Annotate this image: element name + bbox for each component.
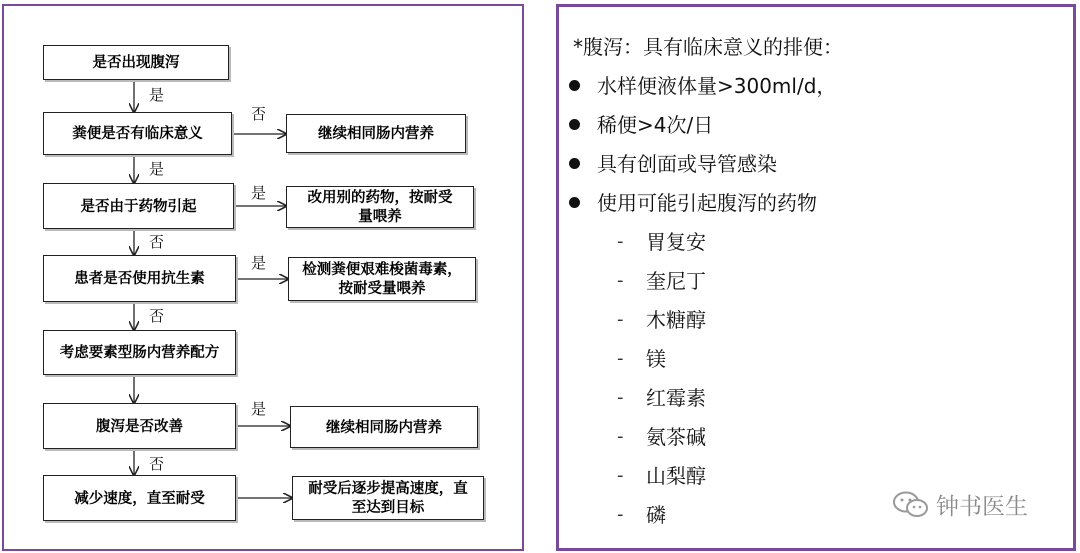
sub-list-dash: - [617,231,624,252]
drug-item: 镁 [646,347,666,371]
edge-label-yes: 是 [251,184,267,202]
edge-label-no: 否 [149,455,165,473]
sub-list-dash: - [617,504,624,525]
node-increase-rate: 耐受后逐步提高速度，直至达到目标 [292,476,484,520]
bullet-item: 稀便>4次/日 [597,113,714,137]
bullet-dot [569,197,580,208]
edge-label-no: 否 [149,233,165,251]
bullet-dot [569,119,580,130]
node-change-drug: 改用别的药物，按耐受量喂养 [286,186,474,228]
edge-label-no: 否 [149,307,165,325]
node-diarrhea-improved: 腹泻是否改善 [43,403,236,449]
node-reduce-rate: 减少速度，直至耐受 [43,475,236,521]
edge-label-yes: 是 [149,160,165,178]
edge-label-yes: 是 [149,86,165,104]
drug-item: 磷 [646,503,666,527]
node-start: 是否出现腹泻 [43,45,229,80]
sub-list-dash: - [617,348,624,369]
node-elemental-formula: 考虑要素型肠内营养配方 [43,330,236,375]
node-continue-nutrition-2: 继续相同肠内营养 [290,406,478,448]
edge-label-no: 否 [251,105,267,123]
sub-list-dash: - [617,270,624,291]
drug-item: 木糖醇 [646,308,706,332]
drug-item: 红霉素 [646,386,706,410]
bullet-item: 具有创面或导管感染 [597,152,777,176]
bullet-item: 使用可能引起腹泻的药物 [597,191,817,215]
bullet-dot [569,80,580,91]
notes-title: *腹泻：具有临床意义的排便： [573,35,843,59]
drug-item: 氨茶碱 [646,425,706,449]
edge-label-yes: 是 [251,400,267,418]
sub-list-dash: - [617,426,624,447]
node-drug-cause: 是否由于药物引起 [43,183,234,229]
node-clinical-significance: 粪便是否有临床意义 [43,112,232,155]
drug-item: 奎尼丁 [646,269,706,293]
wechat-icon [892,490,930,520]
watermark-text: 钟书医生 [936,494,1028,520]
node-continue-nutrition-1: 继续相同肠内营养 [286,114,466,153]
edge-label-yes: 是 [251,254,267,272]
sub-list-dash: - [617,465,624,486]
drug-item: 山梨醇 [646,464,706,488]
node-test-toxin: 检测粪便艰难梭菌毒素，按耐受量喂养 [288,257,476,301]
sub-list-dash: - [617,387,624,408]
sub-list-dash: - [617,309,624,330]
drug-item: 胃复安 [646,230,706,254]
watermark [892,488,1028,521]
node-antibiotic-use: 患者是否使用抗生素 [43,255,236,302]
bullet-dot [569,158,580,169]
bullet-item: 水样便液体量>300ml/d， [597,74,837,98]
